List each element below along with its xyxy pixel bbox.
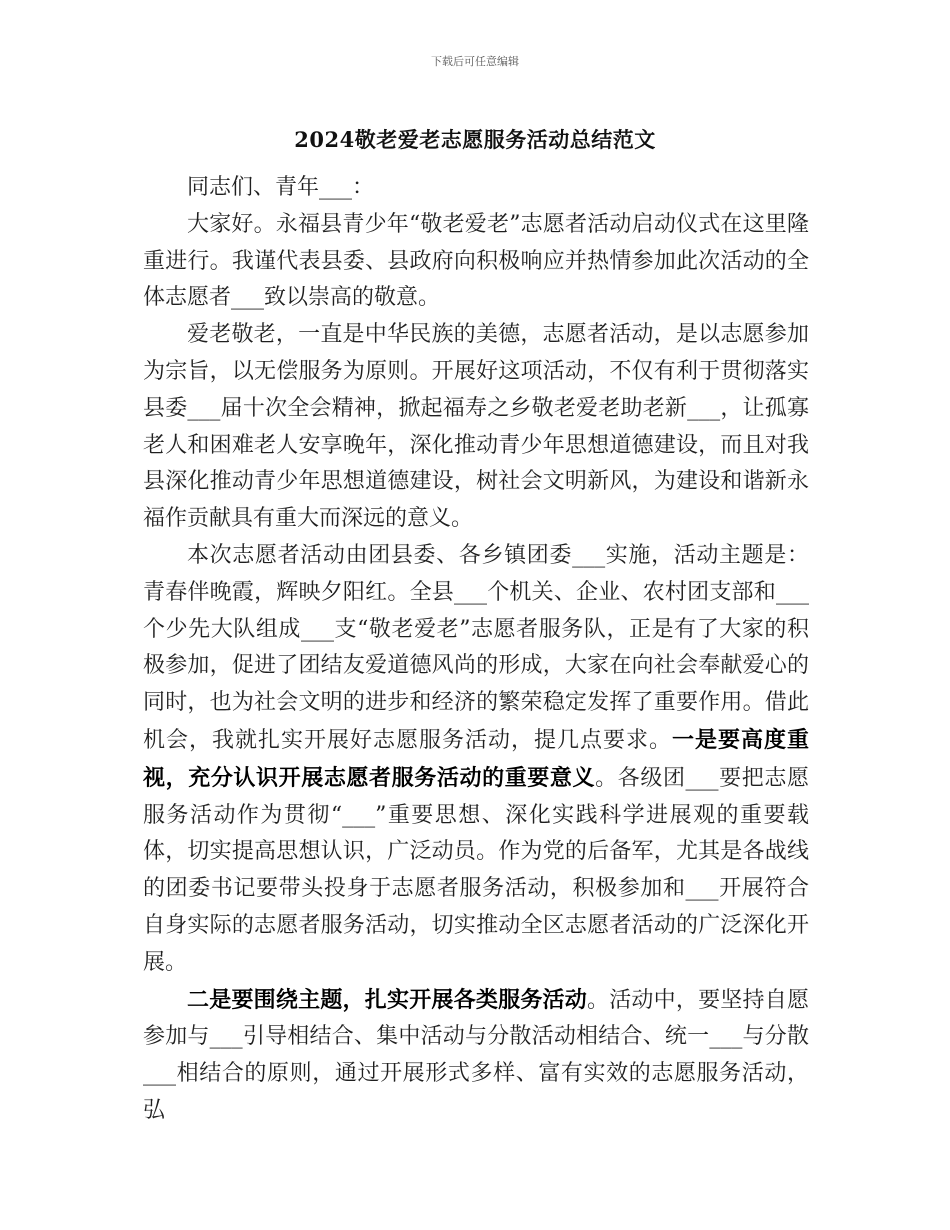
paragraph-2 <box>143 317 809 538</box>
paragraph-segment: 爱老敬老，一直是中华民族的美德，志愿者活动，是以志愿参加为宗旨，以无偿服务为原则。开展好这项活动，不仅有利于贯彻落实县委___届十次全会精神，掀起福寿之乡敬老爱老助老新___，让孤寡老人和困难老人安享晚年，深化推动青少年思想道德建设，而且对我县深化推动青少年思想道德建设，树社会文明新风，为建设和谐新永福作贡献具有重大而深远的意义。 <box>143 322 809 532</box>
paragraph-1 <box>143 207 809 317</box>
paragraph-3 <box>143 538 809 982</box>
salutation: 同志们、青年___： <box>187 175 375 200</box>
document-body <box>143 170 809 1130</box>
header-note: 下载后可任意编辑 <box>431 55 519 68</box>
paragraph-4 <box>143 982 809 1130</box>
bold-heading-point-one: 一是要高度重视，充分认识开展志愿者服务活动的重要意义 <box>143 726 809 791</box>
paragraph-segment: 。活动中，要坚持自愿参加与___引导相结合、集中活动与分散活动相结合、统一___与分散___相结合的原则，通过开展形式多样、富有实效的志愿服务活动，弘 <box>143 987 809 1123</box>
paragraph-segment: 。各级团___要把志愿服务活动作为贯彻“___”重要思想、深化实践科学进展观的重要载体，切实提高思想认识，广泛动员。作为党的后备军，尤其是各战线的团委书记要带头投身于志愿者服务活动，积极参加和___开展符合自身实际的志愿者服务活动，切实推动全区志愿者活动的广泛深化开展。 <box>143 765 809 975</box>
paragraph-segment: 大家好。永福县青少年“敬老爱老”志愿者活动启动仪式在这里隆重进行。我谨代表县委、县政府向积极响应并热情参加此次活动的全体志愿者___致以崇高的敬意。 <box>143 211 809 311</box>
document-title: 2024敬老爱老志愿服务活动总结范文 <box>294 127 656 152</box>
paragraph-segment: 本次志愿者活动由团县委、各乡镇团委___实施，活动主题是：青春伴晚霞，辉映夕阳红。全县___个机关、企业、农村团支部和___个少先大队组成___支“敬老爱老”志愿者服务队，正是有了大家的积极参加，促进了团结友爱道德风尚的形成，大家在向社会奉献爱心的同时，也为社会文明的进步和经济的繁荣稳定发挥了重要作用。借此机会，我就扎实开展好志愿服务活动，提几点要求。 <box>143 542 809 753</box>
bold-heading-point-two: 二是要围绕主题，扎实开展各类服务活动 <box>187 986 587 1013</box>
